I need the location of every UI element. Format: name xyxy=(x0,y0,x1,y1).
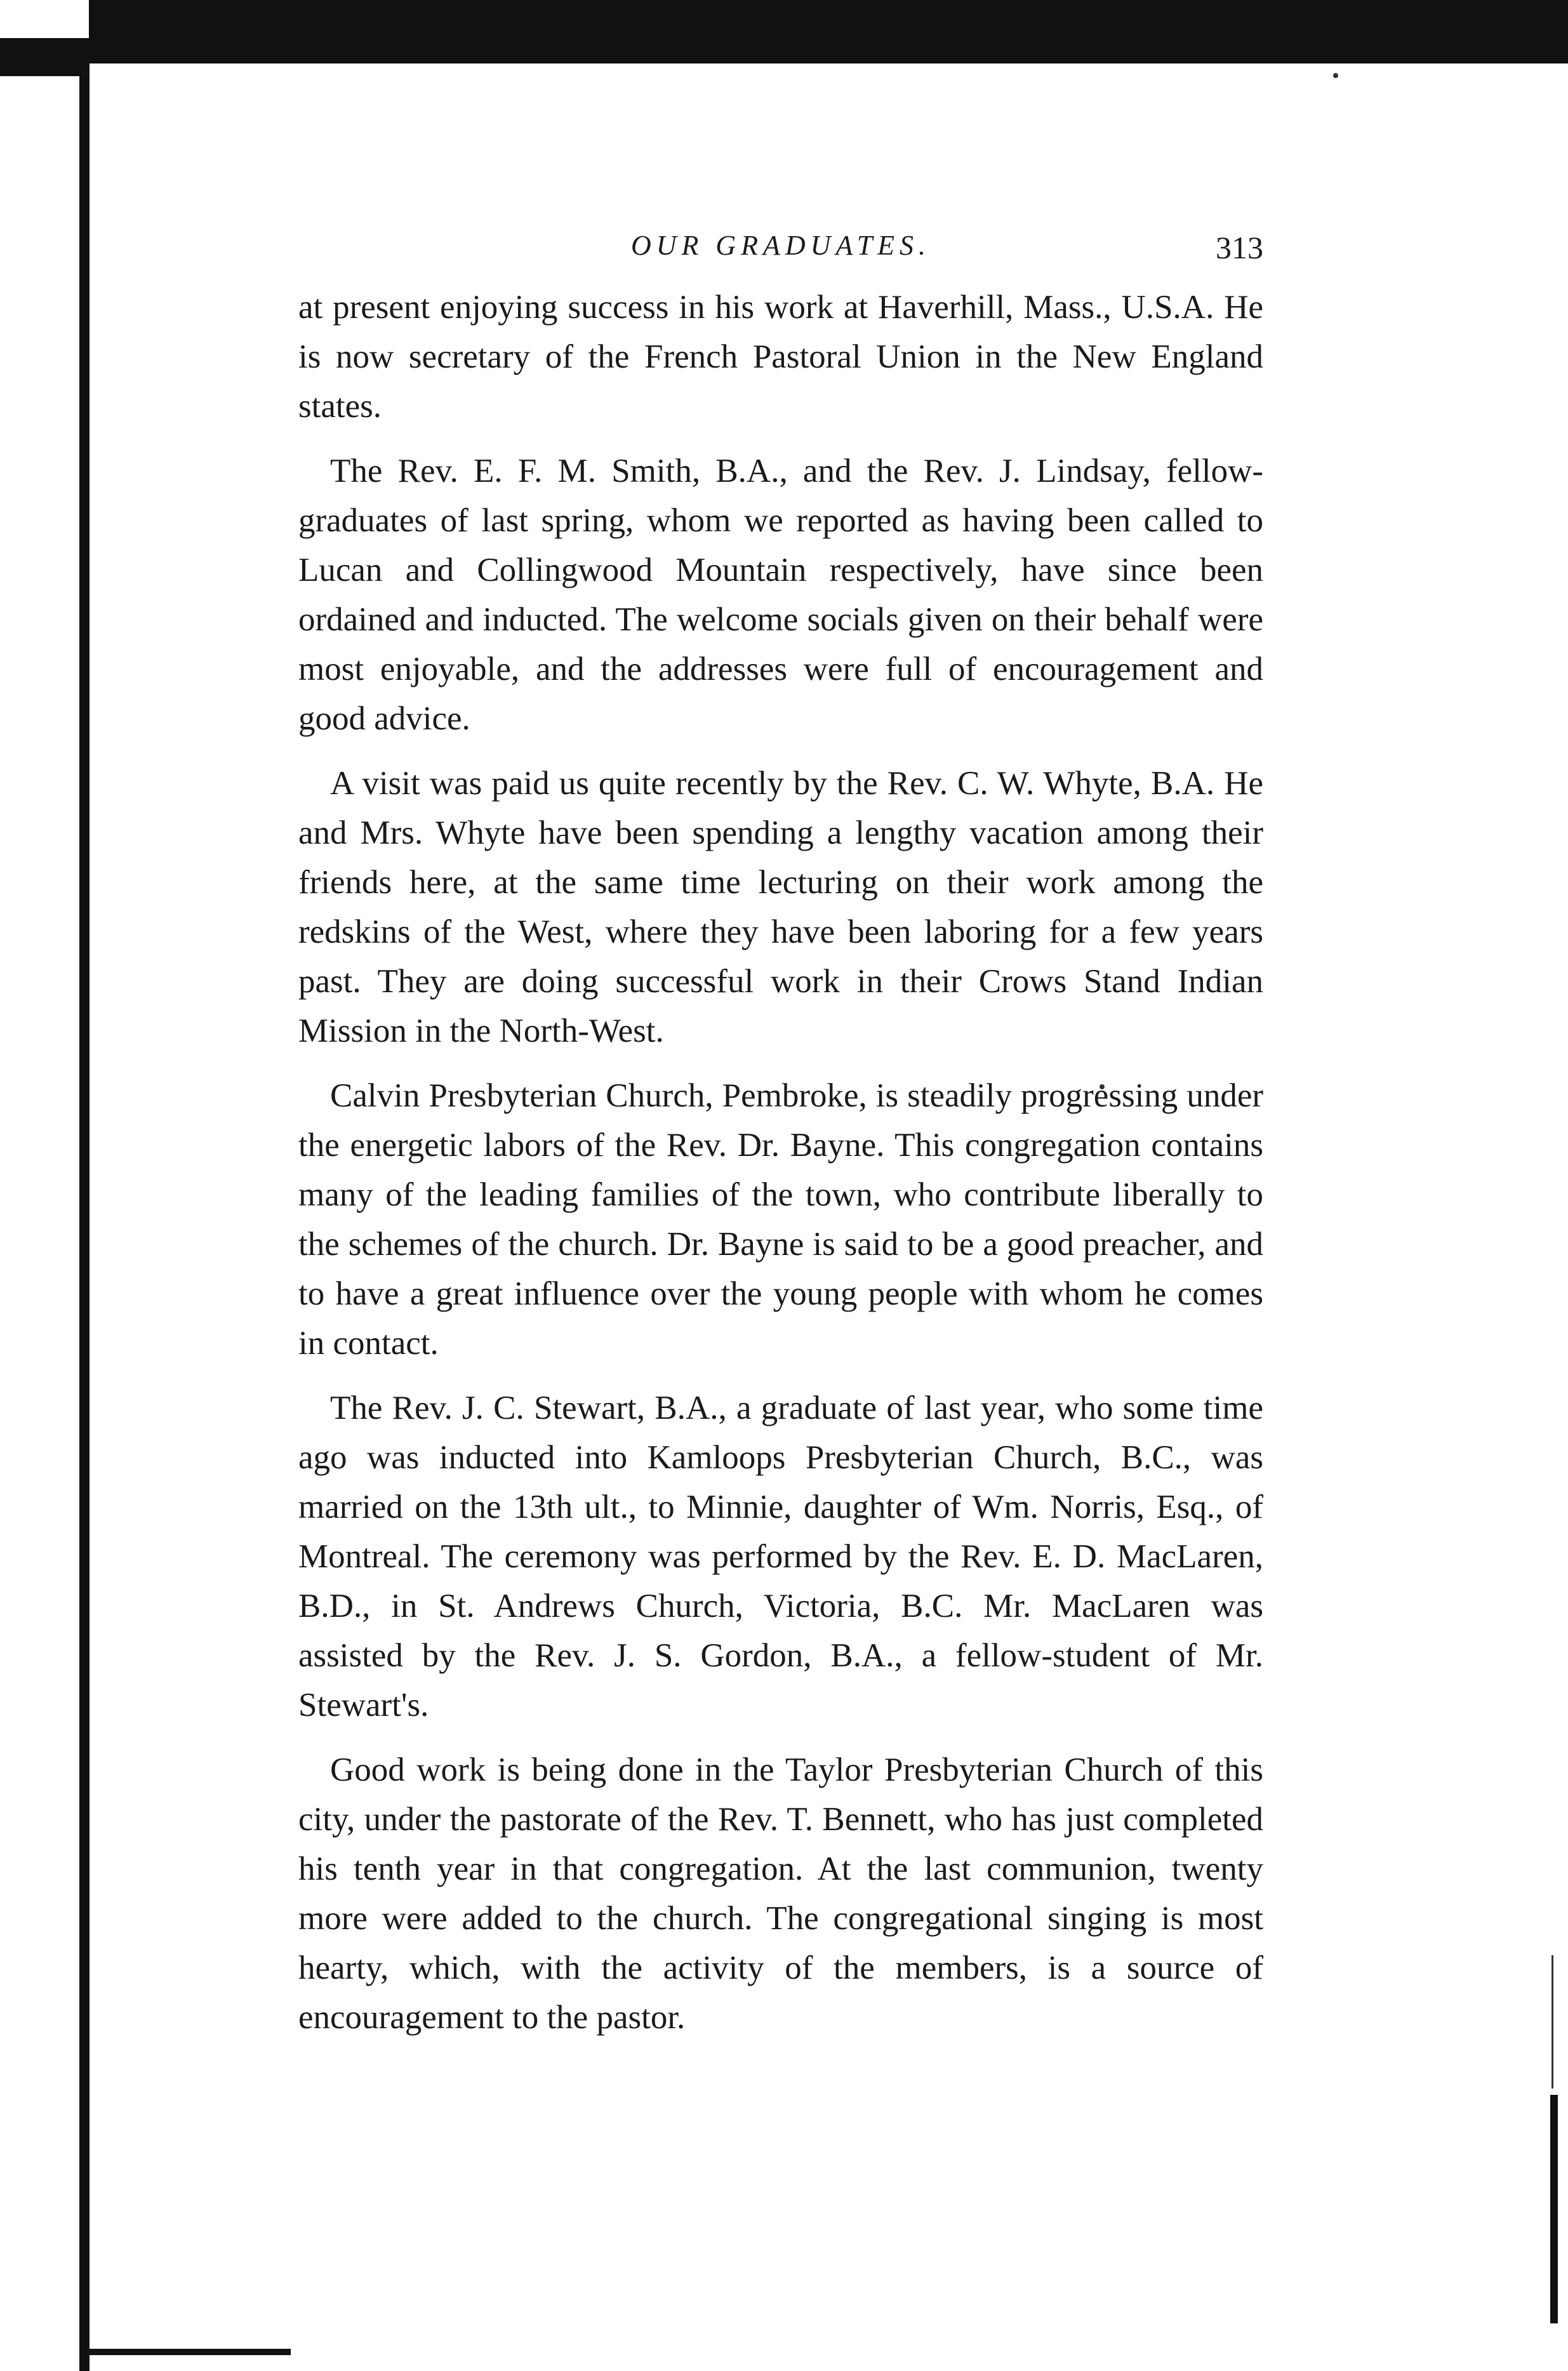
page-number: 313 xyxy=(1216,230,1263,265)
scan-speck xyxy=(1333,73,1338,78)
paragraph-whyte-visit: A visit was paid us quite recently by the Rev. C. W. Whyte, B.A. He and Mrs. Whyte have been spending a lengthy vacation among their friends here, at the same time lecturing on their work among the redskins of the West, where they have been laboring for a few years past. They are doing successful work in their Crows Stand Indian Mission in the North-West. xyxy=(298,765,1263,1049)
scan-border-left xyxy=(79,57,90,2371)
paragraph-continuation: at present enjoying success in his work at Haverhill, Mass., U.S.A. He is now secretary of the French Pastoral Union in the New England states. xyxy=(298,289,1263,425)
paragraph-calvin-church: Calvin Presbyterian Church, Pembroke, is steadily progressing under the energetic labors of the Rev. Dr. Bayne. This congregation contains many of the leading families of the town, who contribute liberally to the schemes of the church. Dr. Bayne is said to be a good preacher, and to have a great influence over the young people with whom he comes in contact. xyxy=(298,1077,1263,1362)
book-page xyxy=(298,225,1263,2057)
paragraph-taylor-church: Good work is being done in the Taylor Presbyterian Church of this city, under the pastorate of the Rev. T. Bennett, who has just completed his tenth year in that congregation. At the last communion, twenty more were added to the church. The congregational singing is most hearty, which, with the activity of the members, is a source of encouragement to the pastor. xyxy=(298,1751,1263,2036)
paragraph-stewart-marriage: The Rev. J. C. Stewart, B.A., a graduate of last year, who some time ago was inducted into Kamloops Presbyterian Church, B.C., was married on the 13th ult., to Minnie, daughter of Wm. Norris, Esq., of Montreal. The ceremony was performed by the Rev. E. D. MacLaren, B.D., in St. Andrews Church, Victoria, B.C. Mr. MacLaren was assisted by the Rev. J. S. Gordon, B.A., a fellow-student of Mr. Stewart's. xyxy=(298,1390,1263,1723)
scan-border-bottom xyxy=(88,2349,291,2355)
scan-border-corner xyxy=(0,38,89,76)
scan-mark-right xyxy=(1550,2095,1558,2323)
running-head xyxy=(298,225,1263,270)
scan-mark-right-thin xyxy=(1551,1955,1553,2089)
scan-border-top xyxy=(0,0,1568,63)
scan-margin-left xyxy=(0,0,89,2371)
running-title: OUR GRADUATES. xyxy=(630,230,931,261)
paragraph-smith-lindsay: The Rev. E. F. M. Smith, B.A., and the Rev. J. Lindsay, fellow-graduates of last spring, whom we reported as having been called to Lucan and Collingwood Mountain respectively, have since been ordained and inducted. The welcome socials given on their behalf were most enjoyable, and the addresses were full of encouragement and good advice. xyxy=(298,453,1263,737)
